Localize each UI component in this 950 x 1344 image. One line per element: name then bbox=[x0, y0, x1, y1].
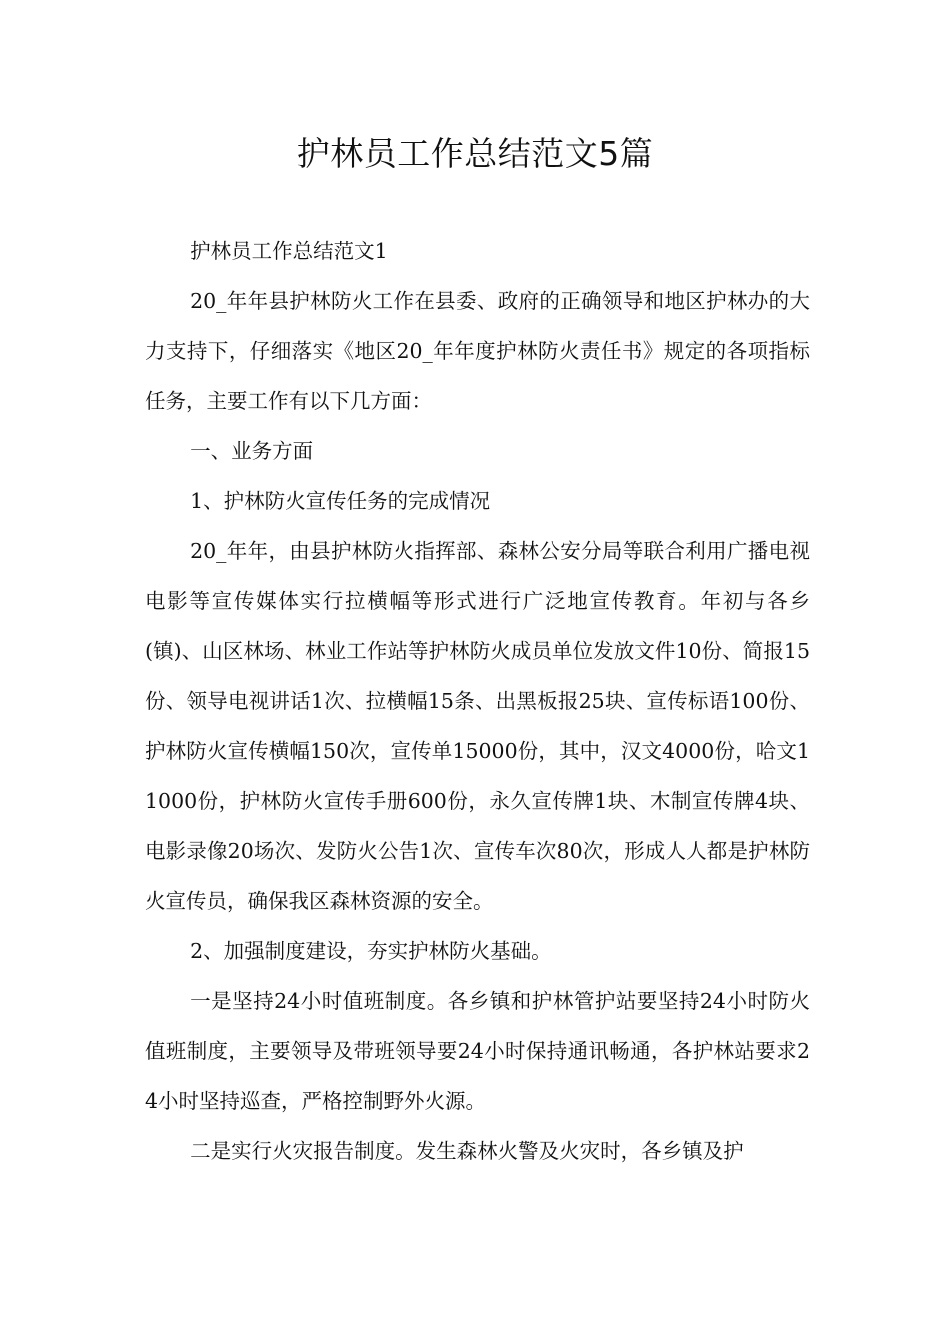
document-title: 护林员工作总结范文5篇 bbox=[296, 134, 654, 173]
section-heading-business: 一、业务方面 bbox=[190, 439, 314, 463]
paragraph-report-system: 二是实行火灾报告制度。发生森林火警及火灾时，各乡镇及护 bbox=[190, 1139, 744, 1163]
subsection-heading-2: 2、加强制度建设，夯实护林防火基础。 bbox=[190, 939, 552, 963]
paragraph-duty-system: 一是坚持24小时值班制度。各乡镇和护林管护站要坚持24小时防火值班制度，主要领导及带班领导要24小时保持通讯畅通，各护林站要求24小时坚持巡查，严格控制野外火源。 bbox=[145, 989, 810, 1113]
document-body bbox=[145, 226, 810, 1176]
section-heading-1: 护林员工作总结范文1 bbox=[190, 239, 388, 263]
paragraph-intro: 20_年年县护林防火工作在县委、政府的正确领导和地区护林办的大力支持下，仔细落实《地区20_年年度护林防火责任书》规定的各项指标任务，主要工作有以下几方面： bbox=[145, 289, 810, 413]
subsection-heading-1: 1、护林防火宣传任务的完成情况 bbox=[190, 489, 491, 513]
paragraph-publicity: 20_年年，由县护林防火指挥部、森林公安分局等联合利用广播电视电影等宣传媒体实行拉横幅等形式进行广泛地宣传教育。年初与各乡(镇)、山区林场、林业工作站等护林防火成员单位发放文件10份、简报15份、领导电视讲话1次、拉横幅15条、出黑板报25块、宣传标语100份、护林防火宣传横幅150次，宣传单15000份，其中，汉文4000份，哈文11000份，护林防火宣传手册600份，永久宣传牌1块、木制宣传牌4块、电影录像20场次、发防火公告1次、宣传车次80次，形成人人都是护林防火宣传员，确保我区森林资源的安全。 bbox=[145, 539, 810, 913]
